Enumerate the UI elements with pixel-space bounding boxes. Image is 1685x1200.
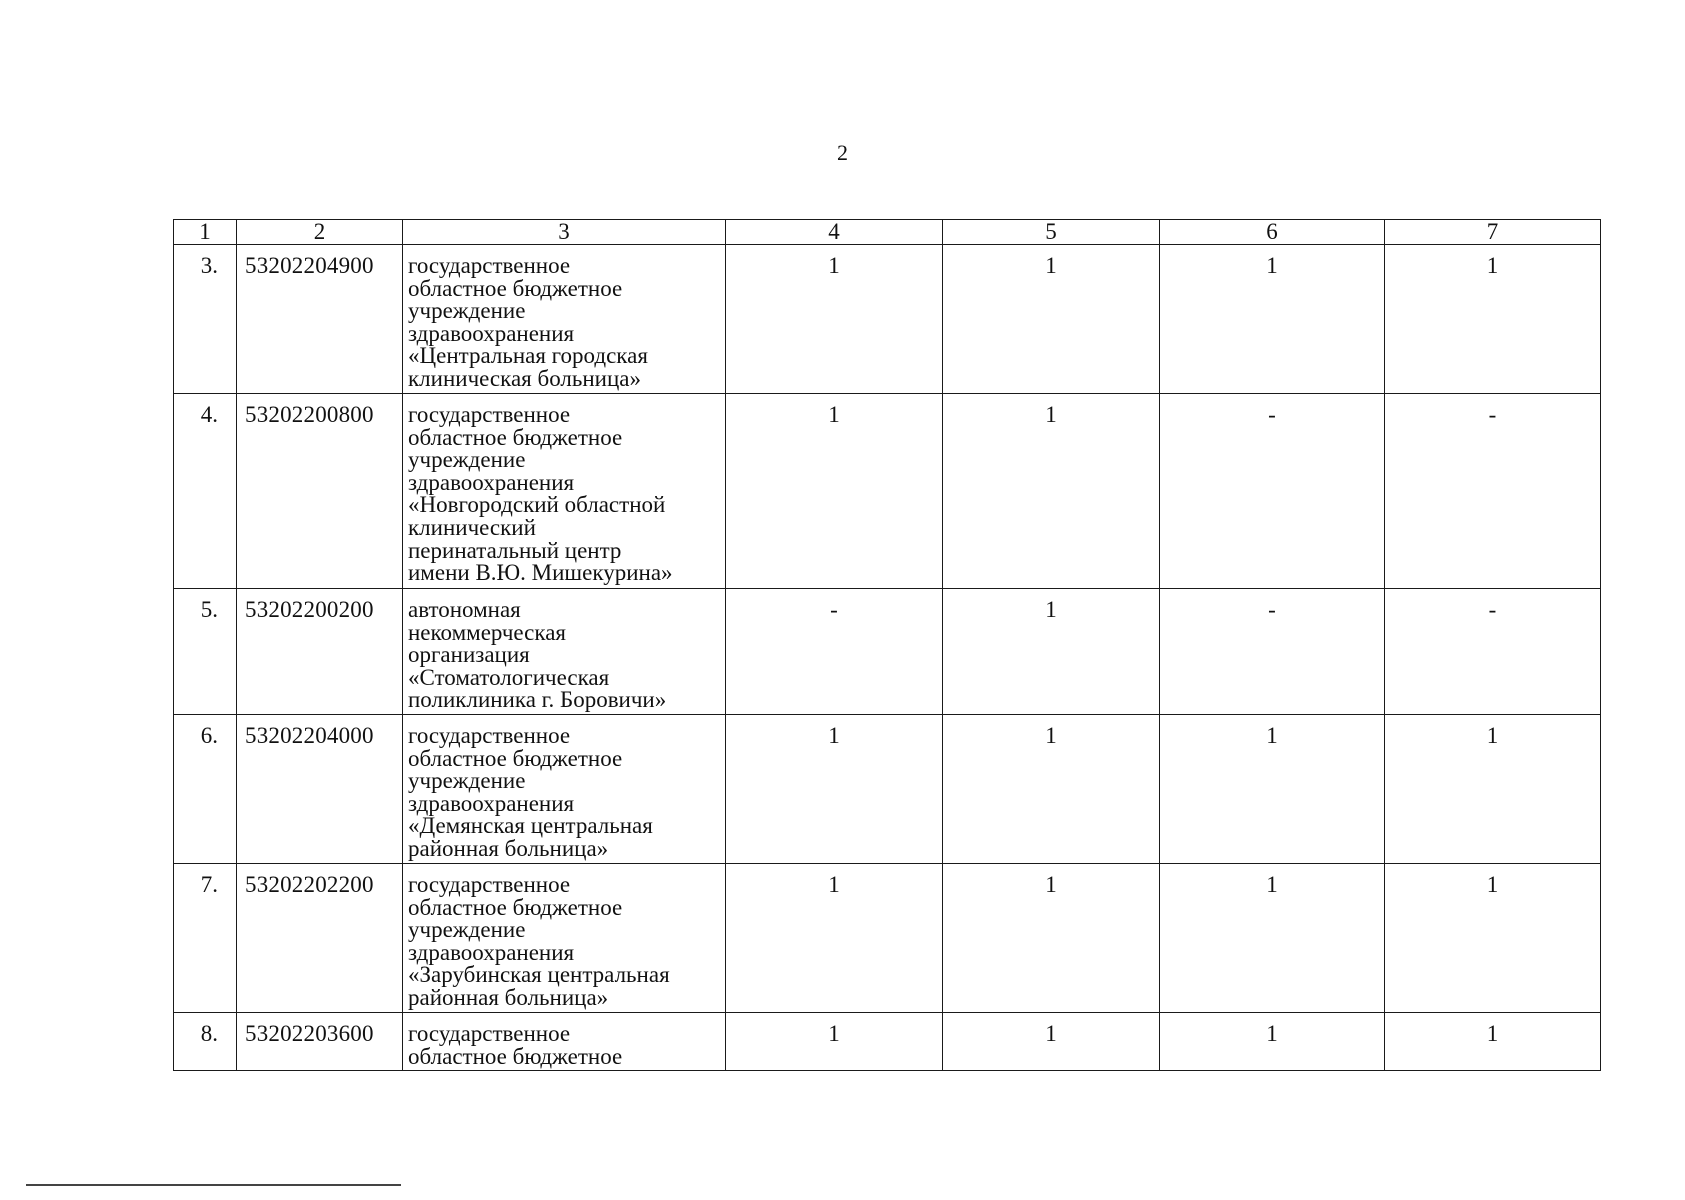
row-col-6: - (1160, 589, 1385, 715)
row-col-7: - (1385, 589, 1601, 715)
row-col-4: 1 (726, 715, 943, 864)
table-row (174, 394, 1601, 589)
row-number: 4. (174, 394, 237, 589)
row-number: 5. (174, 589, 237, 715)
row-col-5: 1 (943, 394, 1160, 589)
header-cell-3: 3 (403, 220, 726, 245)
row-number: 8. (174, 1013, 237, 1071)
header-row (174, 220, 1601, 245)
row-col-4: 1 (726, 864, 943, 1013)
row-col-7: 1 (1385, 245, 1601, 394)
row-code: 53202202200 (237, 864, 403, 1013)
table-row (174, 715, 1601, 864)
row-number: 6. (174, 715, 237, 864)
table-row (174, 1013, 1601, 1071)
row-col-6: 1 (1160, 715, 1385, 864)
header-cell-2: 2 (237, 220, 403, 245)
row-name: государственное областное бюджетное учреждение здравоохранения «Демянская центральная районная больница» (403, 715, 726, 864)
row-name: государственное областное бюджетное (403, 1013, 726, 1071)
row-col-4: 1 (726, 394, 943, 589)
header-cell-6: 6 (1160, 220, 1385, 245)
row-name: государственное областное бюджетное учреждение здравоохранения «Новгородский областной клинический перинатальный центр имени В.Ю. Мишекурина» (403, 394, 726, 589)
header-cell-7: 7 (1385, 220, 1601, 245)
row-col-7: 1 (1385, 864, 1601, 1013)
row-col-6: 1 (1160, 864, 1385, 1013)
row-col-6: 1 (1160, 245, 1385, 394)
header-cell-4: 4 (726, 220, 943, 245)
footnote-divider (26, 1184, 401, 1186)
row-code: 53202200800 (237, 394, 403, 589)
row-col-4: 1 (726, 1013, 943, 1071)
row-name: государственное областное бюджетное учреждение здравоохранения «Центральная городская клиническая больница» (403, 245, 726, 394)
header-cell-5: 5 (943, 220, 1160, 245)
row-col-4: - (726, 589, 943, 715)
row-number: 7. (174, 864, 237, 1013)
row-col-5: 1 (943, 245, 1160, 394)
row-code: 53202204000 (237, 715, 403, 864)
row-col-7: 1 (1385, 715, 1601, 864)
row-code: 53202200200 (237, 589, 403, 715)
row-col-4: 1 (726, 245, 943, 394)
data-table (173, 219, 1601, 1071)
row-col-6: 1 (1160, 1013, 1385, 1071)
row-number: 3. (174, 245, 237, 394)
row-col-5: 1 (943, 715, 1160, 864)
row-col-5: 1 (943, 1013, 1160, 1071)
row-col-7: 1 (1385, 1013, 1601, 1071)
row-col-7: - (1385, 394, 1601, 589)
table-row (174, 245, 1601, 394)
page-number: 2 (837, 140, 848, 165)
row-code: 53202204900 (237, 245, 403, 394)
row-name: автономная некоммерческая организация «Стоматологическая поликлиника г. Боровичи» (403, 589, 726, 715)
row-col-5: 1 (943, 864, 1160, 1013)
row-name: государственное областное бюджетное учреждение здравоохранения «Зарубинская центральная районная больница» (403, 864, 726, 1013)
row-code: 53202203600 (237, 1013, 403, 1071)
header-cell-1: 1 (174, 220, 237, 245)
row-col-5: 1 (943, 589, 1160, 715)
table-row (174, 589, 1601, 715)
table-body (174, 245, 1601, 1071)
table-row (174, 864, 1601, 1013)
table-header (174, 220, 1601, 245)
row-col-6: - (1160, 394, 1385, 589)
